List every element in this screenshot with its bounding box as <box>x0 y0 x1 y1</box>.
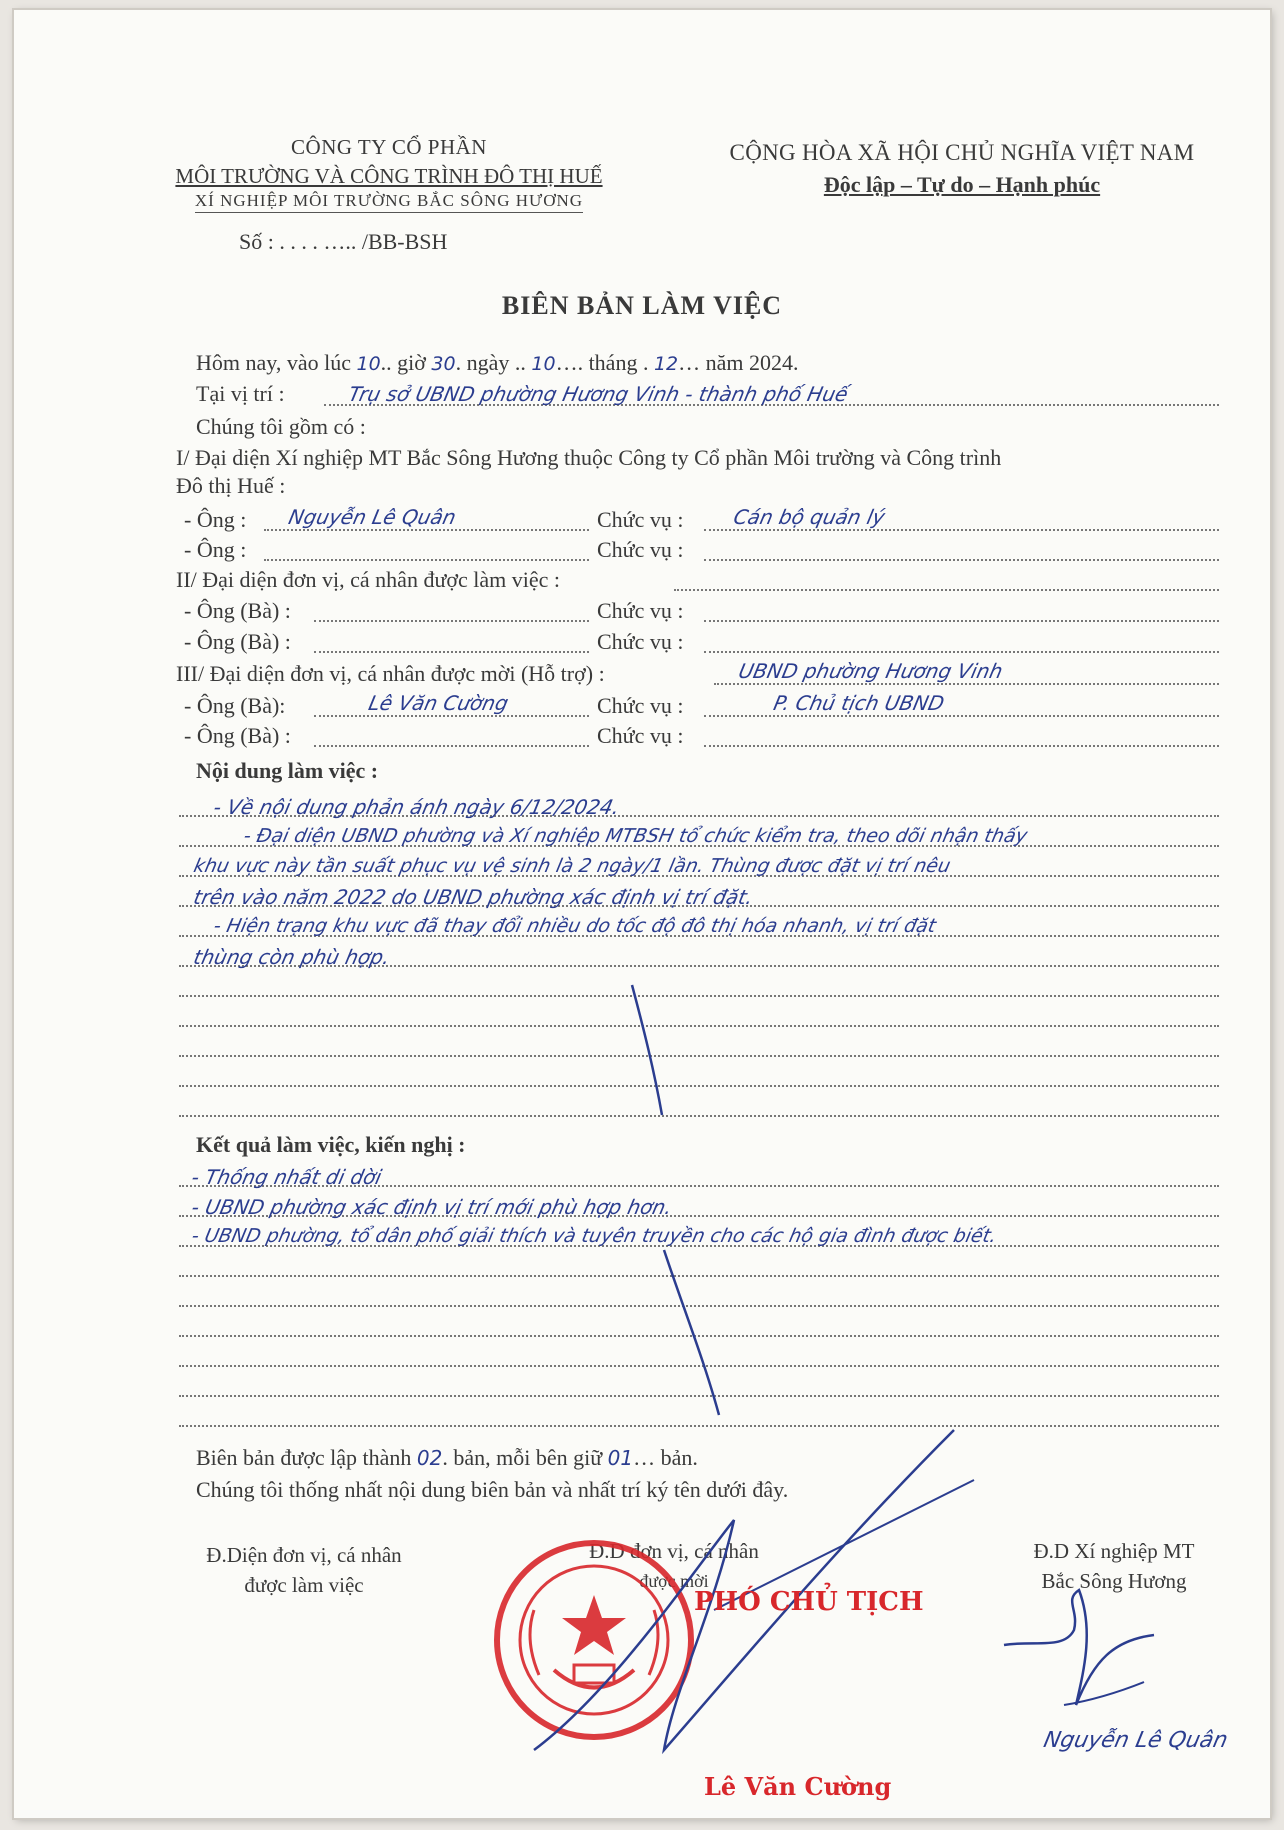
month-label: tháng <box>588 350 638 375</box>
day-label: ngày <box>466 350 510 375</box>
result-line-1: - Thống nhất di dời <box>189 1165 384 1189</box>
sig-right-line2: Bắc Sông Hương <box>1041 1569 1187 1593</box>
result-strike-mark <box>664 1250 719 1415</box>
official-stamp <box>497 1543 691 1737</box>
company-line3: XÍ NGHIỆP MÔI TRƯỜNG BẮC SÔNG HƯƠNG <box>195 191 583 213</box>
section1-heading2: Đô thị Huế : <box>176 473 286 498</box>
content-line-2: - Đại diện UBND phường và Xí nghiệp MTBSH tổ chức kiểm tra, theo dõi nhận thấy <box>241 825 1030 847</box>
minute-value: 30 <box>431 353 456 375</box>
s3-row1-label: - Ông (Bà): <box>184 693 286 718</box>
document-title: BIÊN BẢN LÀM VIỆC <box>501 291 783 320</box>
sig-left-line1: Đ.Diện đơn vị, cá nhân <box>206 1543 402 1567</box>
ink-overlay <box>14 10 1270 1818</box>
content-line-1: - Về nội dung phản ánh ngày 6/12/2024. <box>211 795 622 819</box>
section3-heading: III/ Đại diện đơn vị, cá nhân được mời (Hỗ trợ) : <box>176 661 605 686</box>
content-line-4: trên vào năm 2022 do UBND phường xác định vị trí đặt. <box>191 885 756 909</box>
stamp-name: Lê Văn Cường <box>704 1772 892 1801</box>
s3-row1-pos-label: Chức vụ : <box>597 693 684 718</box>
copies-mid: bản, mỗi bên giữ <box>453 1445 603 1470</box>
result-line-2: - UBND phường xác định vị trí mới phù hợp hơn. <box>189 1195 675 1219</box>
copies-each: 01 <box>607 1446 634 1470</box>
hour-label: giờ <box>397 350 426 375</box>
document-page <box>14 10 1270 1818</box>
s1-row1-pos: Cán bộ quản lý <box>731 505 888 529</box>
copies-line: Biên bản được lập thành 02. bản, mỗi bên giữ 01… bản. <box>196 1445 698 1470</box>
s3-row1-name: Lê Văn Cường <box>366 691 511 715</box>
s1-row1-pos-label: Chức vụ : <box>597 507 684 532</box>
date-line: Hôm nay, vào lúc 10.. giờ 30. ngày .. 10…. tháng . 12… năm 2024. <box>196 350 799 375</box>
section3-value: UBND phường Hương Vinh <box>736 659 1005 683</box>
document-number: Số : . . . . ….. /BB-BSH <box>239 229 448 254</box>
sig-right-line1: Đ.D Xí nghiệp MT <box>1033 1539 1195 1563</box>
company-line2: MÔI TRƯỜNG VÀ CÔNG TRÌNH ĐÔ THỊ HUẾ <box>175 164 603 188</box>
s1-row1-label: - Ông : <box>184 507 247 532</box>
stamp-title: PHÓ CHỦ TỊCH <box>694 1587 924 1617</box>
sig-mid-line1: Đ.D đơn vị, cá nhân <box>589 1539 759 1563</box>
month-value: 12 <box>653 353 679 375</box>
intro-line: Chúng tôi gồm có : <box>196 414 366 439</box>
stamp-star-icon <box>562 1595 626 1655</box>
sig-left-line2: được làm việc <box>244 1573 364 1597</box>
sig-mid-line2: được mời <box>639 1571 709 1591</box>
s1-row1-name: Nguyễn Lê Quân <box>286 505 459 529</box>
location-value: Trụ sở UBND phường Hương Vinh - thành phố Huế <box>346 382 851 406</box>
company-line1: CÔNG TY CỔ PHẦN <box>291 135 487 159</box>
s2-row1-label: - Ông (Bà) : <box>184 598 291 623</box>
enterprise-signer-name: Nguyễn Lê Quân <box>1041 1728 1230 1753</box>
content-line-5: - Hiện trạng khu vực đã thay đổi nhiều do tốc độ đô thị hóa nhanh, vị trí đặt <box>211 915 938 937</box>
s3-row1-pos: P. Chủ tịch UBND <box>771 691 947 715</box>
s1-row2-pos-label: Chức vụ : <box>597 537 684 562</box>
result-line-3: - UBND phường, tổ dân phố giải thích và tuyên truyền cho các hộ gia đình được biết. <box>189 1225 999 1247</box>
location-label: Tại vị trí : <box>196 381 285 406</box>
national-title: CỘNG HÒA XÃ HỘI CHỦ NGHĨA VIỆT NAM <box>729 140 1195 165</box>
day-value: 10 <box>531 353 556 375</box>
agree-line: Chúng tôi thống nhất nội dung biên bản và nhất trí ký tên dưới đây. <box>196 1477 789 1502</box>
s3-row2-label: - Ông (Bà) : <box>184 723 291 748</box>
section1-heading: I/ Đại diện Xí nghiệp MT Bắc Sông Hương thuộc Công ty Cổ phần Môi trường và Công trình <box>176 445 1002 470</box>
copies-prefix: Biên bản được lập thành <box>196 1445 412 1470</box>
section2-heading: II/ Đại diện đơn vị, cá nhân được làm việc : <box>176 567 561 592</box>
content-strike-mark <box>632 985 662 1115</box>
hour-value: 10 <box>356 353 381 375</box>
s2-row2-label: - Ông (Bà) : <box>184 629 291 654</box>
copies-suffix: bản. <box>660 1445 698 1470</box>
date-prefix: Hôm nay, vào lúc <box>196 350 351 375</box>
year-label: năm 2024. <box>705 350 799 375</box>
s3-row2-pos-label: Chức vụ : <box>597 723 684 748</box>
s1-row2-label: - Ông : <box>184 537 247 562</box>
s2-row1-pos-label: Chức vụ : <box>597 598 684 623</box>
national-motto: Độc lập – Tự do – Hạnh phúc <box>823 172 1101 197</box>
result-heading: Kết quả làm việc, kiến nghị : <box>196 1132 466 1157</box>
copies-count: 02 <box>416 1446 443 1470</box>
content-line-3: khu vực này tần suất phục vụ vệ sinh là 2 ngày/1 lần. Thùng được đặt vị trí nêu <box>191 855 953 877</box>
s2-row2-pos-label: Chức vụ : <box>597 629 684 654</box>
content-heading: Nội dung làm việc : <box>196 758 379 783</box>
content-line-6: thùng còn phù hợp. <box>191 945 393 969</box>
